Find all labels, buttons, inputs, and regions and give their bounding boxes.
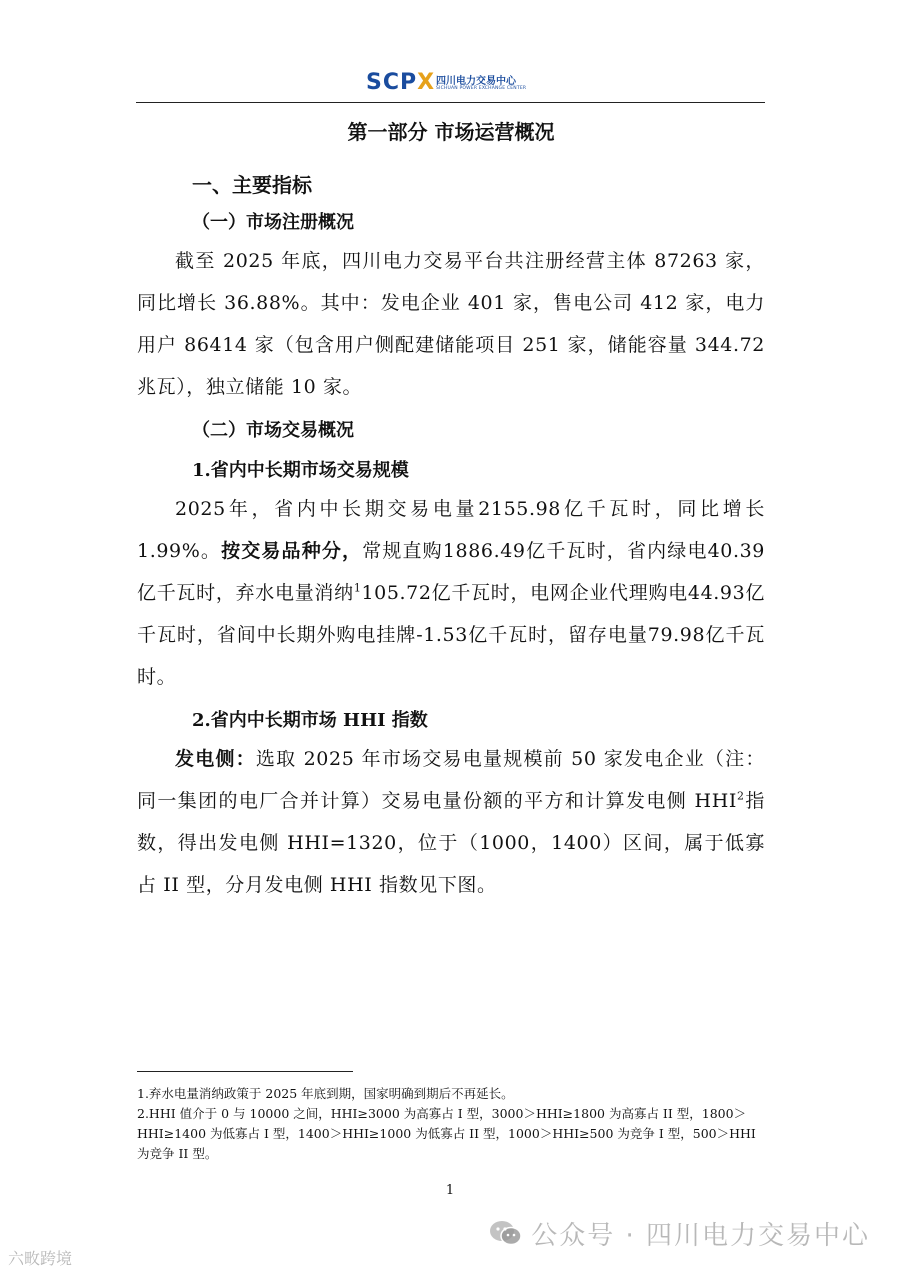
logo-cn-name: 四川电力交易中心 [436, 76, 516, 87]
hhi-paragraph [137, 738, 765, 906]
logo-en-name: SICHUAN POWER EXCHANGE CENTER [436, 86, 527, 91]
registration-paragraph: 截至 2025 年底，四川电力交易平台共注册经营主体 87263 家，同比增长 36.88%。其中：发电企业 401 家，售电公司 412 家，电力用户 86414 家（包含用户侧配建储能项目 251 家，储能容量 344.72 兆瓦），独立储能 10 家。 [137, 250, 765, 398]
wechat-icon [489, 1219, 523, 1254]
footnote-2: 2.HHI 值介于 0 与 10000 之间，HHI≥3000 为高寡占 I 型，3000＞HHI≥1800 为高寡占 II 型，1800＞HHI≥1400 为低寡占 I 型，1400＞HHI≥1000 为低寡占 II 型，1000＞HHI≥500 为竞争 I 型，500＞HHI 为竞争 II 型。 [137, 1106, 756, 1161]
item-heading-trading-scale: 1.省内中长期市场交易规模 [192, 460, 409, 481]
trading-scale-text-c: 105.72亿千瓦时，电网企业代理购电44.93亿千瓦时，省间中长期外购电挂牌-1.53亿千瓦时，留存电量79.98亿千瓦时。 [137, 582, 765, 688]
page-number: 1 [445, 1183, 455, 1198]
trading-scale-text-a: 2025年，省内中长期交易电量2155.98亿千瓦时，同比增长1.99%。 [137, 498, 765, 562]
logo-mark: SCPX [366, 70, 436, 95]
subsection-heading-trading: （二）市场交易概况 [192, 420, 354, 441]
page-header [136, 68, 765, 103]
corner-watermark: 六畋跨境 [8, 1249, 73, 1268]
item-heading-hhi: 2.省内中长期市场 HHI 指数 [192, 710, 428, 731]
footnote-divider [137, 1071, 353, 1072]
trading-scale-paragraph [137, 488, 765, 698]
document-body [137, 112, 765, 906]
hhi-text-b: 指数，得出发电侧 HHI=1320，位于（1000，1400）区间，属于低寡占 II 型，分月发电侧 HHI 指数见下图。 [137, 790, 765, 896]
section-heading-main-indicators: 一、主要指标 [192, 173, 312, 197]
footnote-ref-1: 1 [353, 581, 362, 595]
footnotes [137, 1071, 765, 1164]
trading-scale-text-b: 常规直购1886.49亿千瓦时，省内绿电40.39亿千瓦时，弃水电量消纳 [137, 540, 765, 604]
hhi-text-a: 选取 2025 年市场交易电量规模前 50 家发电企业（注：同一集团的电厂合并计算）交易电量份额的平方和计算发电侧 HHI [137, 748, 765, 812]
page-title: 第一部分 市场运营概况 [347, 120, 555, 144]
watermark-text: 公众号 · 四川电力交易中心 [531, 1221, 870, 1251]
trading-scale-bold: 按交易品种分， [221, 540, 363, 562]
subsection-heading-registration: （一）市场注册概况 [192, 212, 354, 233]
footnote-1: 1.弃水电量消纳政策于 2025 年底到期，国家明确到期后不再延长。 [137, 1086, 514, 1101]
hhi-bold: 发电侧： [175, 748, 256, 770]
footnote-ref-2: 2 [737, 789, 745, 803]
watermark [489, 1215, 870, 1254]
